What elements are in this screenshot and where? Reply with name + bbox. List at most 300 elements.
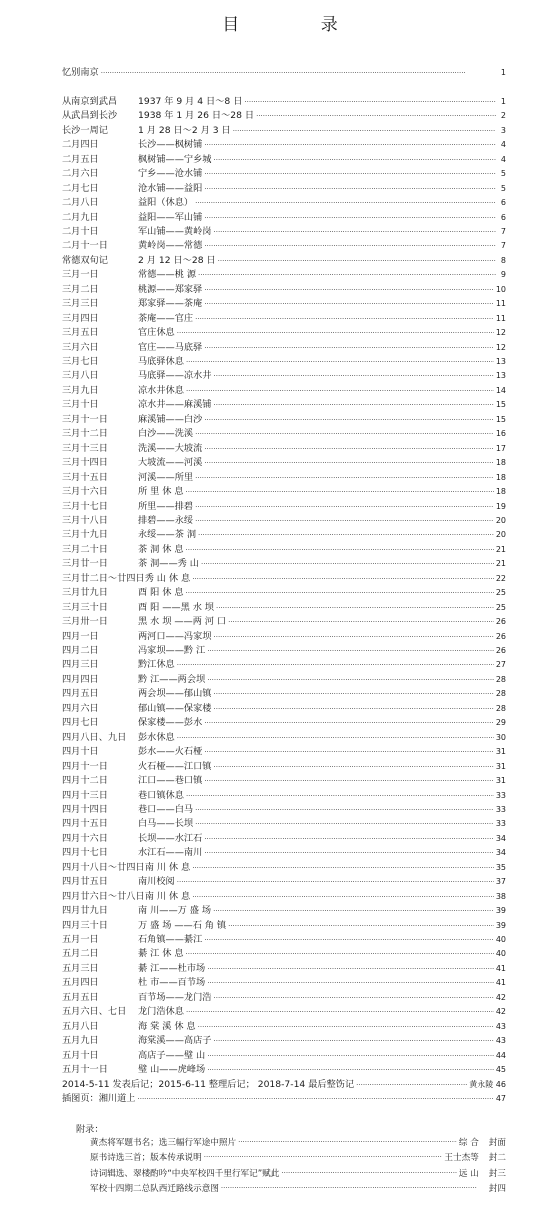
- toc-entry-page: 43: [495, 1036, 506, 1046]
- toc-entry-date: 三月三日: [62, 298, 99, 310]
- leader-dots: [221, 1184, 477, 1192]
- toc-entry-page: 38: [495, 891, 506, 901]
- toc-entry: [62, 283, 506, 297]
- appendix-item-location: 封四: [488, 1184, 506, 1194]
- toc-entry-date: 插图页：湘川道上: [62, 1092, 136, 1104]
- toc-entry-date: 四月十四日: [62, 803, 108, 815]
- toc-entry: [62, 109, 506, 123]
- toc-entry-date: 四月六日: [62, 702, 99, 714]
- toc-entry: [62, 846, 506, 860]
- toc-entry-route: 黔江休息: [138, 659, 175, 671]
- toc-entry-page: 40: [495, 935, 506, 944]
- toc-entry: [62, 572, 506, 586]
- toc-entry-route: 军山铺——黄岭岗: [138, 225, 212, 237]
- leader-dots: [356, 1078, 467, 1092]
- appendix-item: [90, 1150, 506, 1165]
- toc-entry: [62, 716, 506, 730]
- toc-entry-route: 大坡流——河溪: [138, 457, 203, 469]
- toc-entry-route: 凉水井——麻溪铺: [138, 399, 212, 411]
- toc-entry-date: 二月四日: [62, 139, 99, 151]
- toc-entry-date: 四月十八日～廿四日: [62, 861, 145, 873]
- leader-dots: [213, 904, 494, 918]
- leader-dots: [214, 225, 497, 239]
- toc-entry-page: 11: [495, 299, 506, 309]
- toc-entry-route: 海棠溪——高店子: [138, 1035, 212, 1047]
- toc-entry-date: 三月十七日: [62, 500, 108, 512]
- leader-dots: [195, 312, 494, 326]
- appendix-item-author: 综 合: [458, 1137, 479, 1148]
- leader-dots: [186, 543, 494, 557]
- toc-entry-page: 34: [495, 833, 506, 843]
- toc-entry: [62, 615, 506, 629]
- toc-entry: [62, 789, 506, 803]
- toc-entry: [62, 456, 506, 470]
- leader-dots: [204, 933, 494, 947]
- toc-entry-route: 石角镇——綦江: [138, 934, 203, 945]
- leader-dots: [207, 1049, 494, 1063]
- leader-dots: [214, 760, 494, 774]
- appendix-item-title: 黄杰将军题书名；选三幅行军途中照片: [90, 1137, 237, 1148]
- toc-entry-route: 巷口——白马: [138, 803, 194, 815]
- leader-dots: [204, 341, 494, 355]
- toc-entry-route: 白马——长坝: [138, 818, 194, 830]
- leader-dots: [195, 427, 494, 441]
- toc-entry-route: 1937 年 9 月 4 日～8 日: [138, 95, 243, 107]
- toc-entry-route: 彭水休息: [138, 731, 175, 743]
- toc-entry: [62, 369, 506, 383]
- toc-entry-route: 火石桠——江口镇: [138, 760, 212, 772]
- leader-dots: [204, 442, 494, 456]
- leader-dots: [195, 817, 494, 831]
- toc-entry-date: 五月四日: [62, 977, 99, 989]
- toc-entry-route: 万 盛 场 ——石 角 镇: [138, 919, 227, 931]
- toc-entry: [62, 500, 506, 514]
- leader-dots: [177, 731, 494, 745]
- toc-entry-date: 三月十日: [62, 399, 99, 411]
- toc-entry-route: 常德——桃 源: [138, 269, 197, 281]
- toc-entry-date: 三月十五日: [62, 471, 108, 483]
- toc-entry-page: 10: [495, 284, 506, 294]
- leader-dots: [207, 644, 494, 658]
- toc-entry-date: 四月廿六日～廿八日: [62, 890, 145, 902]
- toc-entry-date: 四月七日: [62, 717, 99, 729]
- toc-entry-route: 南 川——万 盛 场: [138, 905, 212, 917]
- toc-entry-page: 30: [495, 732, 506, 742]
- toc-entry-date: 三月四日: [62, 312, 99, 324]
- toc-entry-page: 2: [500, 111, 506, 121]
- toc-entry: [62, 933, 506, 947]
- toc-entry-date: 五月九日: [62, 1035, 99, 1047]
- leader-dots: [207, 673, 494, 687]
- toc-entry-page: 25: [495, 602, 506, 612]
- appendix-item-title: 诗词辑选、翠楼酌吟“中央军校四千里行军记”赋此: [90, 1168, 280, 1179]
- toc-entry-page: 15: [495, 414, 506, 424]
- toc-entry: [62, 673, 506, 687]
- toc-entry-page: 18: [495, 472, 506, 482]
- toc-entry: [62, 225, 506, 239]
- toc-entry-date: 五月十一日: [62, 1064, 108, 1076]
- leader-dots: [214, 1034, 494, 1048]
- toc-entry-page: 13: [495, 357, 506, 366]
- toc-entry: [62, 586, 506, 600]
- toc-entry-page: 20: [495, 515, 506, 525]
- toc-entry-route: 杜 市——百节场: [138, 977, 206, 989]
- toc-entry-page: 26: [495, 617, 506, 627]
- toc-entry-page: 37: [495, 877, 506, 887]
- toc-entry-page: 11: [495, 313, 506, 323]
- toc-entry-route: 黑 水 坝 ——两 河 口: [138, 616, 227, 628]
- toc-entry-page: 1: [500, 96, 506, 106]
- toc-entry-page: 44: [495, 1050, 506, 1060]
- toc-entry: [62, 557, 506, 571]
- toc-entry-page: 13: [495, 371, 506, 381]
- toc-entry-date: 二月六日: [62, 168, 99, 180]
- toc-entry-date: 四月廿五日: [62, 876, 108, 888]
- toc-entry: [62, 355, 506, 369]
- toc-entry: [62, 66, 506, 80]
- toc-entry-date: 二月十一日: [62, 240, 108, 252]
- toc-entry: [62, 745, 506, 759]
- toc-entry: [62, 442, 506, 456]
- toc-entry-route: 黄岭岗——常德: [138, 240, 203, 252]
- toc-entry-route: 龙门浩休息: [138, 1006, 184, 1018]
- toc-entry: [62, 138, 506, 152]
- leader-dots: [186, 947, 494, 961]
- leader-dots: [214, 398, 494, 412]
- toc-entry-route: 秀 山 休 息: [144, 572, 191, 584]
- toc-entry-page: 39: [495, 920, 506, 930]
- toc-entry-page: 34: [495, 848, 506, 858]
- toc-entry-route: 茶 洞——秀 山: [138, 558, 199, 570]
- leader-dots: [214, 630, 494, 644]
- toc-entry-page: 43: [495, 1021, 506, 1031]
- toc-entry-date: 二月十日: [62, 225, 99, 237]
- leader-dots: [228, 615, 494, 629]
- leader-dots: [177, 326, 494, 340]
- toc-entry-date: 四月三十日: [62, 919, 108, 931]
- toc-entry-page: 41: [495, 963, 506, 973]
- toc-entry: [62, 817, 506, 831]
- toc-entry-route: 黔 江——两会坝: [138, 673, 206, 685]
- leader-dots: [192, 890, 494, 904]
- toc-entry-date: 四月八日、九日: [62, 731, 127, 743]
- leader-dots: [195, 196, 496, 210]
- toc-entry-page: 21: [495, 559, 506, 569]
- toc-entry-page: 31: [495, 747, 506, 757]
- appendix-item-title: 军校十四期二总队西迁路线示意图: [90, 1184, 219, 1194]
- toc-entry-route: 彭水——火石桠: [138, 746, 203, 758]
- toc-entry-page: 28: [495, 674, 506, 684]
- toc-entry-route: 江口——巷口镇: [138, 775, 203, 787]
- toc-entry-page: 9: [500, 270, 506, 280]
- leader-dots: [216, 601, 494, 615]
- leader-dots: [204, 239, 496, 253]
- appendix-item: [90, 1134, 506, 1149]
- toc-entry-date: 2014-5-11 发表后记；2015-6-11 整理后记； 2018-7-14 最后整饬记: [62, 1078, 355, 1090]
- toc-entry-route: 郁山镇——保家楼: [138, 702, 212, 714]
- toc-entry-route: 冯家坝——黔 江: [138, 645, 206, 656]
- toc-entry-date: 三月廿九日: [62, 587, 108, 599]
- toc-entry-date: 五月六日、七日: [62, 1006, 127, 1018]
- toc-entry-date: 五月八日: [62, 1020, 99, 1032]
- toc-entry-date: 五月十日: [62, 1049, 99, 1061]
- toc-entry: [62, 1063, 506, 1077]
- toc-entry: [62, 1005, 506, 1019]
- toc-entry-page: 5: [500, 169, 506, 179]
- leader-dots: [204, 456, 494, 470]
- toc-entry-date: 四月五日: [62, 688, 99, 700]
- toc-entry-date: 三月一日: [62, 269, 99, 281]
- toc-entry-page: 28: [495, 703, 506, 713]
- toc-entry-date: 三月十四日: [62, 457, 108, 469]
- toc-entry-page: 29: [495, 718, 506, 728]
- toc-entry-route: 河溪——所里: [138, 471, 194, 483]
- toc-entry-route: 酉 阳 休 息: [138, 587, 184, 599]
- appendix-item-author: 远 山: [458, 1168, 479, 1179]
- toc-entry: [62, 1020, 506, 1034]
- leader-dots: [204, 138, 496, 152]
- leader-dots: [177, 875, 494, 889]
- toc-entry-date: 五月二日: [62, 948, 99, 960]
- toc-entry-page: 19: [495, 501, 506, 511]
- toc-entry-route: 官庄——马底驿: [138, 341, 203, 353]
- toc-entry-date: 二月七日: [62, 182, 99, 194]
- appendix-item-author: 王士杰等: [444, 1153, 479, 1163]
- toc-entry-page: 35: [495, 862, 506, 872]
- toc-entry-date: 三月十八日: [62, 514, 108, 526]
- toc-entry-page: 33: [495, 804, 506, 814]
- toc-entry: [62, 702, 506, 716]
- toc-entry-date: 四月二日: [62, 645, 99, 656]
- toc-entry-route: 所里——排碧: [138, 500, 194, 512]
- toc-entry-date: 三月五日: [62, 327, 99, 339]
- toc-entry-date: 五月一日: [62, 934, 99, 945]
- toc-entry-route: 洗溪——大坡流: [138, 442, 203, 454]
- leader-dots: [204, 182, 496, 196]
- leader-dots: [186, 384, 494, 398]
- toc-entry-page: 15: [495, 400, 506, 410]
- toc-entry: [62, 182, 506, 196]
- leader-dots: [198, 1020, 494, 1034]
- toc-entry-date: 三月八日: [62, 370, 99, 382]
- toc-entry: [62, 297, 506, 311]
- toc-entry: [62, 919, 506, 933]
- toc-entry-page: 47: [495, 1093, 506, 1103]
- toc-entry-page: 40: [495, 949, 506, 959]
- toc-entry: [62, 1078, 506, 1092]
- appendix-item-location: 封二: [488, 1153, 506, 1163]
- leader-dots: [204, 832, 494, 846]
- toc-entry: [62, 947, 506, 961]
- leader-dots: [244, 95, 496, 109]
- toc-entry-route: 海 棠 溪 休 息: [138, 1020, 196, 1032]
- leader-dots: [204, 413, 494, 427]
- toc-entry: [62, 268, 506, 282]
- leader-dots: [204, 846, 494, 860]
- toc-entry: [62, 312, 506, 326]
- leader-dots: [192, 861, 494, 875]
- toc-entry-date: 五月三日: [62, 962, 99, 974]
- toc-entry-route: 沧水铺——益阳: [138, 182, 203, 194]
- toc-entry-date: 三月十三日: [62, 442, 108, 454]
- toc-entry: [62, 514, 506, 528]
- toc-entry-route: 巷口镇休息: [138, 789, 184, 801]
- toc-entry-page: 16: [495, 429, 506, 439]
- toc-entry-page: 39: [495, 906, 506, 916]
- appendix-item: [90, 1165, 506, 1180]
- leader-dots: [228, 919, 494, 933]
- toc-entry-route: 马底驿休息: [138, 356, 184, 367]
- toc-entry-date: 三月六日: [62, 341, 99, 353]
- toc-entry-route: 南川校阅: [138, 876, 175, 888]
- toc-entry-route: 2 月 12 日～28 日: [138, 254, 216, 266]
- appendix-heading: 附录：: [76, 1124, 104, 1135]
- leader-dots: [186, 586, 494, 600]
- toc-entry-page: 27: [495, 660, 506, 670]
- toc-entry-page: 26: [495, 646, 506, 655]
- toc-entry-route: 酉 阳 ——黑 水 坝: [138, 601, 214, 613]
- leader-dots: [204, 774, 494, 788]
- toc-entry-date: 三月廿一日: [62, 558, 108, 570]
- toc-entry: [62, 774, 506, 788]
- toc-entry: [62, 153, 506, 167]
- leader-dots: [214, 369, 494, 383]
- toc-entry-route: 綦 江 休 息: [138, 948, 184, 960]
- toc-entry-date: 四月十六日: [62, 832, 108, 844]
- toc-entry-date: 二月九日: [62, 211, 99, 223]
- toc-entry-date: 四月四日: [62, 673, 99, 685]
- toc-entry-date: 三月十六日: [62, 486, 108, 498]
- toc-entry-route: 凉水井休息: [138, 384, 184, 396]
- toc-entry-route: 南 川 休 息: [144, 861, 191, 873]
- leader-dots: [195, 514, 494, 528]
- toc-entry-route: 麻溪铺——白沙: [138, 413, 203, 425]
- toc-entry-page: 42: [495, 1007, 506, 1017]
- toc-entry: [62, 658, 506, 672]
- toc-entry-date: 四月一日: [62, 630, 99, 642]
- appendix-item-location: 封三: [488, 1168, 506, 1179]
- leader-dots: [138, 1092, 494, 1106]
- page-title: 目 录: [222, 15, 376, 35]
- toc-entry-page: 31: [495, 761, 506, 771]
- toc-entry-page: 25: [495, 588, 506, 598]
- toc-entry-page: 1: [500, 68, 506, 77]
- toc-entry: [62, 962, 506, 976]
- leader-dots: [198, 528, 494, 542]
- toc-entry-date: 从武昌到长沙: [62, 110, 118, 122]
- toc-entry-page: 31: [495, 776, 506, 786]
- toc-entry-route: 两河口——冯家坝: [138, 630, 212, 642]
- leader-dots: [204, 745, 494, 759]
- leader-dots: [214, 687, 494, 701]
- toc-entry: [62, 1092, 506, 1106]
- toc-entry-page: 5: [500, 183, 506, 193]
- toc-entry-date: 三月七日: [62, 356, 99, 367]
- leader-dots: [195, 471, 494, 485]
- leader-dots: [207, 976, 494, 990]
- toc-entry-date: 二月五日: [62, 153, 99, 165]
- toc-entry: [62, 427, 506, 441]
- toc-entry-route: 保家楼——彭水: [138, 717, 203, 729]
- leader-dots: [204, 283, 494, 297]
- toc-entry: [62, 991, 506, 1005]
- leader-dots: [186, 1005, 494, 1019]
- appendix-item-location: 封面: [488, 1137, 506, 1148]
- toc-entry: [62, 239, 506, 253]
- toc-entry-page: 7: [500, 226, 506, 236]
- toc-entry-date: 五月五日: [62, 991, 99, 1003]
- toc-entry-date: 三月十九日: [62, 529, 108, 541]
- toc-entry-route: 水江石——南川: [138, 847, 203, 859]
- toc-entry-route: 益阳——军山铺: [138, 211, 203, 223]
- toc-entry-page: 6: [500, 212, 506, 222]
- toc-entry: [62, 528, 506, 542]
- toc-entry-date: 从南京到武昌: [62, 95, 118, 107]
- toc-entry: [62, 731, 506, 745]
- toc-entry: [62, 254, 506, 268]
- toc-entry: [62, 1049, 506, 1063]
- toc-entry-page: 7: [500, 241, 506, 251]
- leader-dots: [233, 124, 496, 138]
- leader-dots: [207, 962, 494, 976]
- toc-entry-route: 永绥——茶 洞: [138, 529, 197, 541]
- toc-entry-page: 6: [500, 198, 506, 208]
- toc-entry-route: 綦 江——杜市场: [138, 962, 206, 974]
- toc-entry-date: 四月十三日: [62, 789, 108, 801]
- toc-entry-date: 长沙一周记: [62, 124, 108, 136]
- leader-dots: [198, 268, 496, 282]
- toc-entry-date: 三月十一日: [62, 413, 108, 425]
- toc-entry: [62, 644, 506, 658]
- toc-entry-route: 南 川 休 息: [144, 890, 191, 902]
- leader-dots: [214, 702, 494, 716]
- toc-entry-date: 三月九日: [62, 384, 99, 396]
- toc-entry-page: 黄永陵 46: [469, 1079, 506, 1089]
- toc-entry: [62, 976, 506, 990]
- toc-entry-date: 三月二十日: [62, 543, 108, 555]
- leader-dots: [204, 167, 496, 181]
- leader-dots: [186, 485, 494, 499]
- toc-entry-route: 长坝——水江石: [138, 832, 203, 844]
- toc-entry-route: 益阳（休息）: [138, 197, 194, 209]
- leader-dots: [204, 297, 494, 311]
- toc-entry-date: 四月十一日: [62, 760, 108, 772]
- leader-dots: [177, 658, 494, 672]
- leader-dots: [214, 153, 497, 167]
- toc-entry-route: 白沙——洗溪: [138, 428, 194, 440]
- toc-entry-page: 3: [500, 125, 506, 135]
- toc-entry-page: 4: [500, 154, 506, 164]
- toc-entry-date: 常德双旬记: [62, 254, 108, 266]
- toc-entry-route: 茶庵——官庄: [138, 312, 194, 324]
- toc-entry-page: 18: [495, 458, 506, 468]
- toc-entry-route: 茶 洞 休 息: [138, 543, 184, 555]
- toc-entry-date: 三月二日: [62, 283, 99, 295]
- toc-entry-route: 高店子——璧 山: [138, 1049, 206, 1061]
- leader-dots: [195, 803, 494, 817]
- leader-dots: [204, 716, 494, 730]
- leader-dots: [218, 254, 496, 268]
- toc-entry-page: 41: [495, 978, 506, 988]
- toc-entry-route: 两会坝——郁山镇: [138, 688, 212, 700]
- toc-entry-page: 4: [500, 140, 506, 150]
- toc-entry-route: 桃源——郑家驿: [138, 283, 203, 295]
- toc-entry-route: 1938 年 1 月 26 日～28 日: [138, 110, 255, 122]
- leader-dots: [256, 109, 496, 123]
- toc-entry-page: 42: [495, 992, 506, 1002]
- toc-entry: [62, 875, 506, 889]
- toc-entry: [62, 832, 506, 846]
